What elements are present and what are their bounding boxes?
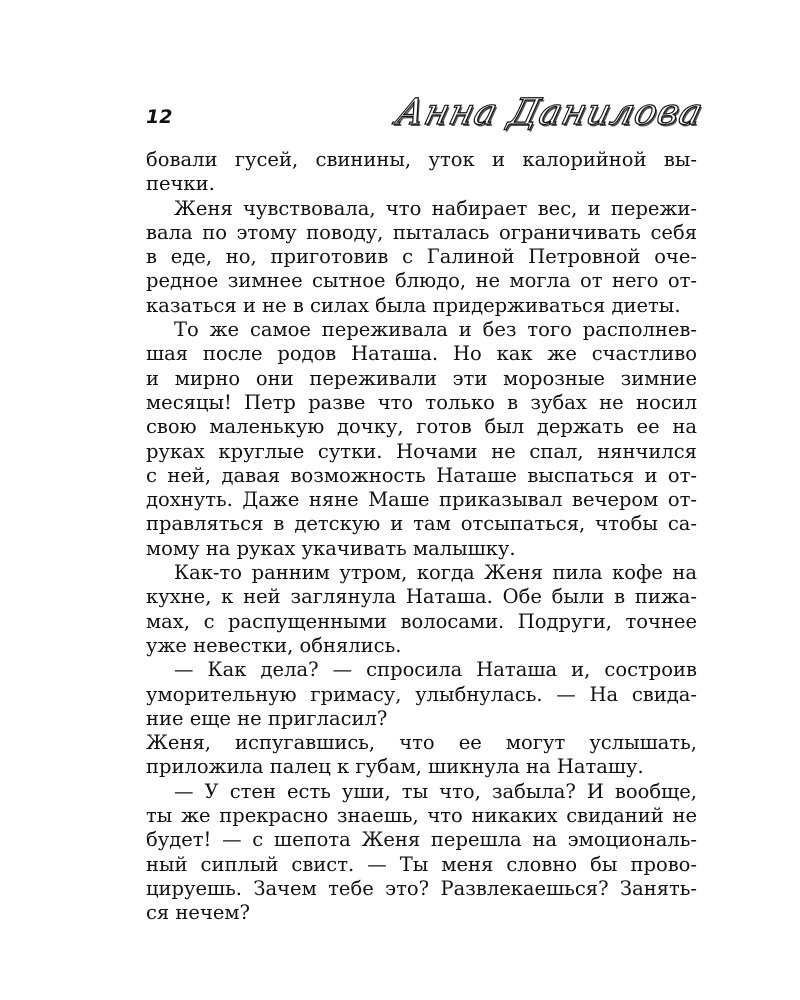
text-line: бовали гусей, свинины, уток и калорийной вы- <box>146 148 697 171</box>
text-line: правляться в детскую и там отсыпаться, чтобы са- <box>146 512 697 536</box>
text-line: Как-то ранним утром, когда Женя пила кофе на <box>174 561 697 585</box>
text-line: ся нечем? <box>146 901 251 925</box>
text-line: в еде, но, приготовив с Галиной Петровной оче- <box>146 245 697 269</box>
text-line: печки. <box>146 172 215 196</box>
text-line: Женя, испугавшись, что ее могут услышать, <box>146 731 697 755</box>
text-line: казаться и не в силах была придерживаться диеты. <box>146 293 681 317</box>
text-line: кухне, к ней заглянула Наташа. Обе были в пижа- <box>146 585 697 609</box>
text-line: — Как дела? — спросила Наташа и, состроив <box>174 658 697 682</box>
text-line: руках круглые сутки. Ночами не спал, нянчился <box>146 439 697 463</box>
text-line: мому на руках укачивать малышку. <box>146 536 516 560</box>
text-line: ты же прекрасно знаешь, что никаких свиданий не <box>146 804 697 828</box>
text-line: уже невестки, обнялись. <box>146 633 402 657</box>
text-line: с ней, давая возможность Наташе выспаться и от- <box>146 463 697 487</box>
text-line: ный сиплый свист. — Ты меня словно бы прово- <box>146 852 697 876</box>
author-running-head: Анна Данилова <box>391 92 708 133</box>
text-line: и мирно они переживали эти морозные зимние <box>146 366 697 390</box>
page-number: 12 <box>146 106 173 128</box>
text-line: Женя чувствовала, что набирает вес, и пережи- <box>174 196 697 220</box>
text-line: шая после родов Наташа. Но как же счастливо <box>146 342 697 366</box>
text-line: месяцы! Петр разве что только в зубах не носил <box>146 390 697 414</box>
body-text <box>146 148 697 926</box>
text-line: вала по этому поводу, пыталась ограничивать себя <box>146 220 697 244</box>
text-line: приложила палец к губам, шикнула на Наташу. <box>146 755 644 779</box>
text-line: свою маленькую дочку, готов был держать ее на <box>146 415 697 439</box>
text-line: То же самое переживала и без того располнев- <box>174 318 697 342</box>
text-line: мах, с распущенными волосами. Подруги, точнее <box>146 609 697 633</box>
text-line: — У стен есть уши, ты что, забыла? И вообще, <box>174 779 697 803</box>
text-line: ние еще не пригласил? <box>146 706 388 730</box>
text-line: редное зимнее сытное блюдо, не могла от него от- <box>146 269 697 293</box>
text-line: цируешь. Зачем тебе это? Развлекаешься? Занять- <box>146 876 697 900</box>
text-line: уморительную гримасу, улыбнулась. — На свида- <box>146 682 697 706</box>
page-header <box>146 92 708 140</box>
text-line: дохнуть. Даже няне Маше приказывал вечером от- <box>146 488 697 512</box>
text-line: будет! — с шепота Женя перешла на эмоциональ- <box>146 828 697 852</box>
